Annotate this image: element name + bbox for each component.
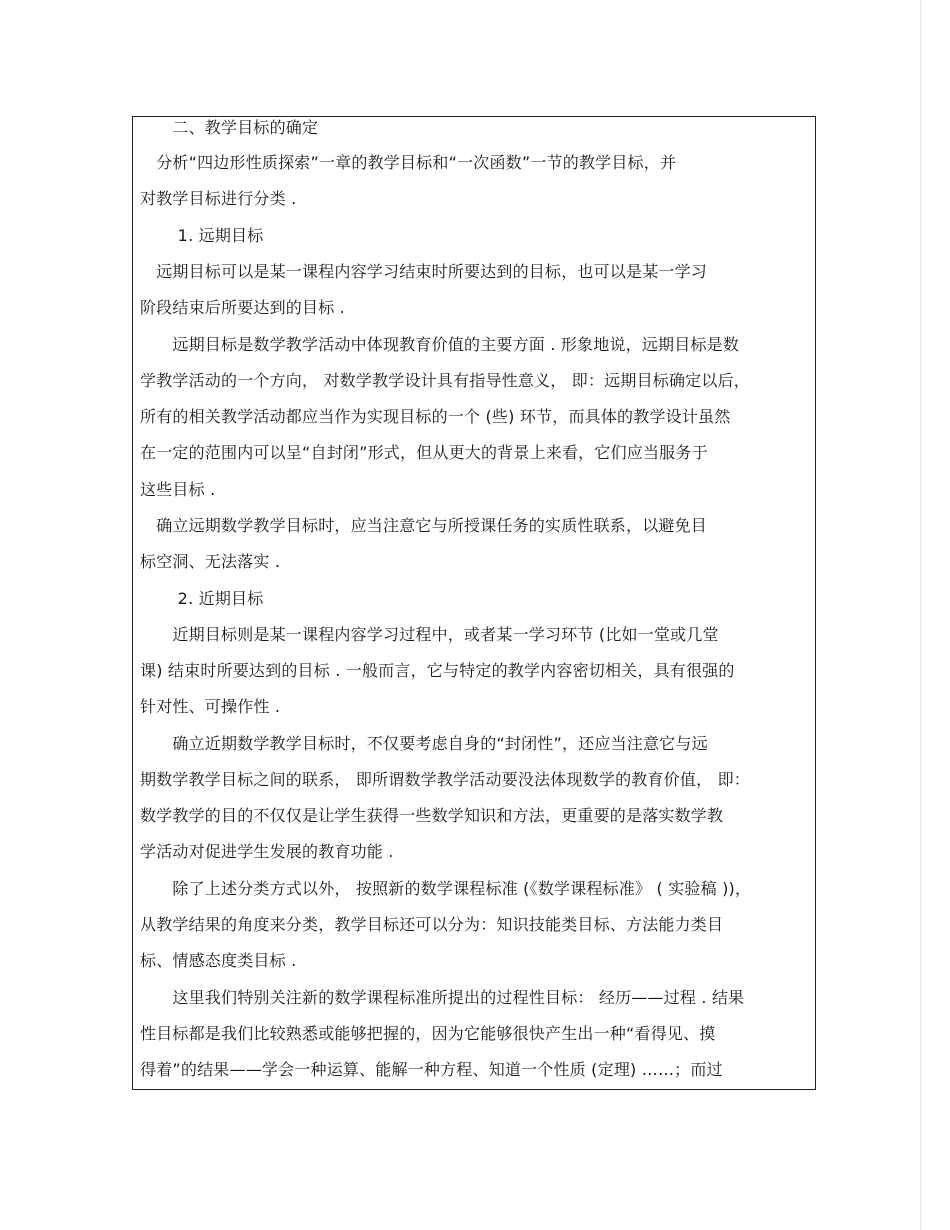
text-line: 课) 结束时所要达到的目标 . 一般而言，它与特定的教学内容密切相关，具有很强的 — [140, 661, 735, 680]
text-line: 这里我们特别关注新的数学课程标准所提出的过程性目标： 经历——过程 . 结果 — [140, 988, 745, 1007]
text-line: 标空洞、无法落实 . — [140, 552, 281, 571]
subheading-short-term: 2. 近期目标 — [140, 589, 264, 608]
text-line: 所有的相关教学活动都应当作为实现目标的一个 (些) 环节，而具体的教学设计虽然 — [140, 407, 731, 426]
text-line: 对教学目标进行分类 . — [140, 189, 297, 208]
text-line: 针对性、可操作性 . — [140, 697, 281, 716]
text-line: 确立近期数学教学目标时，不仅要考虑自身的“封闭性”，还应当注意它与远 — [140, 734, 708, 753]
content-frame — [132, 116, 816, 1090]
text-line: 阶段结束后所要达到的目标 . — [140, 298, 345, 317]
text-line: 近期目标则是某一课程内容学习过程中，或者某一学习环节 (比如一堂或几堂 — [140, 625, 719, 644]
text-line: 学活动对促进学生发展的教育功能 . — [140, 842, 394, 861]
text-line: 标、情感态度类目标 . — [140, 951, 297, 970]
text-line: 性目标都是我们比较熟悉或能够把握的，因为它能够很快产生出一种“看得见、摸 — [140, 1024, 716, 1043]
text-line: 期数学教学目标之间的联系， 即所谓数学教学活动要没法体现数学的教育价值， 即： — [140, 770, 750, 789]
text-line: 分析“四边形性质探索”一章的教学目标和“一次函数”一节的教学目标，并 — [140, 153, 677, 172]
text-line: 学教学活动的一个方向， 对数学教学设计具有指导性意义， 即：远期目标确定以后， — [140, 371, 750, 390]
section-heading: 二、教学目标的确定 — [140, 118, 319, 137]
text-line: 远期目标是数学教学活动中体现教育价值的主要方面 . 形象地说，远期目标是数 — [140, 335, 740, 354]
text-line: 得着”的结果——学会一种运算、能解一种方程、知道一个性质 (定理) ……；而过 — [140, 1060, 723, 1079]
text-line: 数学教学的目的不仅仅是让学生获得一些数学知识和方法，更重要的是落实数学教 — [140, 806, 724, 825]
text-line: 这些目标 . — [140, 480, 216, 499]
text-line: 从教学结果的角度来分类，教学目标还可以分为：知识技能类目标、方法能力类目 — [140, 915, 724, 934]
subheading-long-term: 1. 远期目标 — [140, 226, 264, 245]
text-line: 远期目标可以是某一课程内容学习结束时所要达到的目标，也可以是某一学习 — [140, 262, 708, 281]
text-line: 除了上述分类方式以外， 按照新的数学课程标准 (《数学课程标准》 ( 实验稿 ))， — [140, 879, 752, 898]
text-line: 确立远期数学教学目标时，应当注意它与所授课任务的实质性联系，以避免目 — [140, 516, 708, 535]
text-line: 在一定的范围内可以呈“自封闭”形式，但从更大的背景上来看，它们应当服务于 — [140, 443, 708, 462]
page-edge-rule — [920, 0, 921, 1230]
